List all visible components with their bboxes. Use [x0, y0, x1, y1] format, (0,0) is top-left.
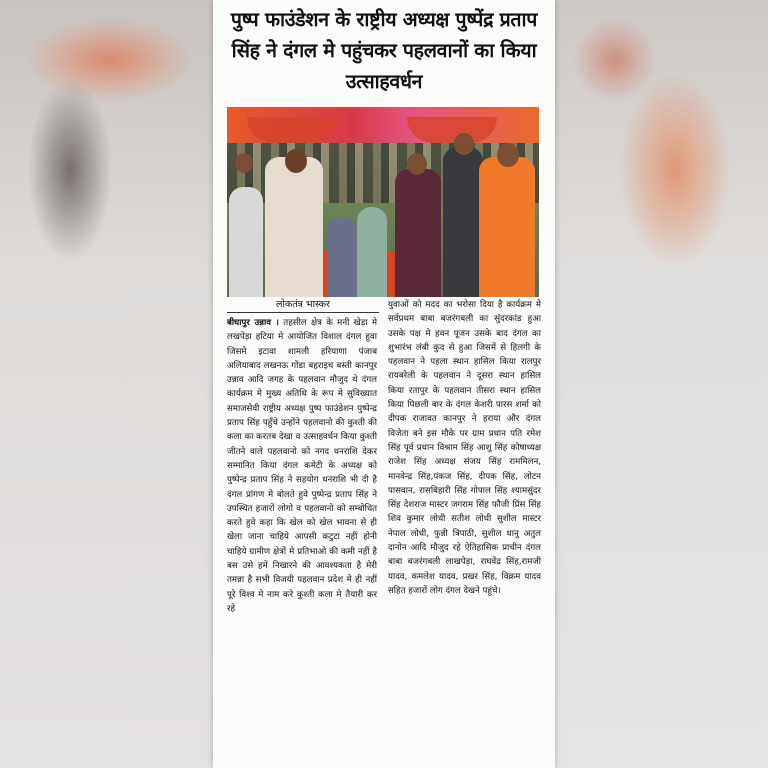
person — [479, 157, 535, 297]
article-column-right: युवाओं को मदद का भरोसा दिया है कार्यक्रम मे सर्वप्रथम बाबा बजरंगबली का सुंदरकांड हुआ उसके पक्ष मे हवन पूजन उसके बाद दंगल का शुभारंभ लंबी कुद से हुआ जिसमें से हिलगी के पहलवान ने पहला स्थान हासिल किया रालपुर रायबरेली के पहलवान ने दूसरा स्थान हासिल किया रतापुर के पहलवान तीसरा स्थान हासिल किया पिछली बार के दंगल केशरी पारस शर्मा को दीपक राजावत कानपुर ने हराया और दंगल विजेता बने इस मौके पर ग्राम प्रधान पति रमेश सिंह पूर्व प्रधान विश्राम सिंह आशु सिंह कोषाध्यक्ष राजेश सिंह अध्यक्ष संजय सिंह राममिलन, मानवेन्द्र सिंह,पंकज सिंह, दीपक सिंह, लोटन पासवान, रासबिहारी सिंह गोपाल सिंह श्यामसुंदर सिंह देशराज मास्टर जगराम सिंह फौजी प्रिंस सिंह शिव कुमार लोधी सतीश लोधी सुशील मास्टर नेपाल लोधी, फुन्नी त्रिपाठी, सुशील धानु अतुल दानोन आदि मौजुद रहे ऐतिहासिक प्राचीन दंगल बाबा बजरंगबली लाखपेड़ा, राघवेंद्र सिंह,रामजी यादव, कमलेश यादव, प्रखर सिंह, विक्रम यादव सहित हजारों लोग दंगल देखने पहुंचे। — [388, 300, 541, 596]
person — [395, 169, 441, 297]
person — [357, 207, 387, 297]
background-blur-left — [0, 0, 213, 768]
dateline: बीघापुर उन्नाव । — [227, 318, 279, 328]
newspaper-clipping — [213, 0, 555, 768]
person — [229, 187, 263, 297]
article-text-left: तहसील क्षेत्र के मनी खेड़ा मे लखपेड़ा हटिया मे आयोजित विशाल दंगल हुवा जिसमे इटावा शामली हरियाणा पंजाब अलियाबाद लखनऊ गोंडा बहराइच बस्ती कानपुर उन्नाव आदि जगह के पहलवान मौजुद थे दंगल कार्यक्रम मे मुख्य अतिथि के रूप मे सुविख्यात समाजसेवी राष्ट्रीय अध्यक्ष पुष्प फाउंडेशन पुष्पेन्द्र प्रताप सिंह पहुँचे उन्होंने पहलवानो की कुश्ती की कला का करतब देखा व उत्साहवर्धन किया कुश्ती जीतने वाले पहलवानो को नगद धनराशि देकर सम्मानित किया दंगल कमेटी के अध्यक्ष को पुष्पेन्द्र प्रताप सिंह ने सहयोग धनराशि भी दी है दंगल प्रांगण मे बोलते हुवे पुष्पेन्द्र प्रताप सिंह ने उपस्थित हजारों लोगो व पहलवानो को सम्बोधित करते हुवे कहा कि खेल को खेल भावना से ही खेला जाना चाहिये आपसी कटुटा नहीं होनी चाहिये ग्रामीण क्षेत्रों मे प्रतिभाओ की कमी नहीं है बस उसे हमें निखारने की आवश्यकता है मेरी तमन्ना है सभी विजयी पहलवान प्रदेश मे ही नहीं पूरे विश्व मे नाम करे कुश्ती कला मे तैयारी कर रहे — [227, 318, 378, 614]
event-photo — [227, 107, 539, 297]
person — [327, 217, 357, 297]
person — [265, 157, 323, 297]
headline: पुष्प फाउंडेशन के राष्ट्रीय अध्यक्ष पुष्पेंद्र प्रताप सिंह ने दंगल मे पहुंचकर पहलवानों का किया उत्साहवर्धन — [230, 8, 538, 93]
byline: लोकतंत्र भास्कर — [227, 298, 379, 313]
person — [443, 147, 483, 297]
article-column-left — [227, 316, 377, 616]
background-blur-right — [555, 0, 768, 768]
